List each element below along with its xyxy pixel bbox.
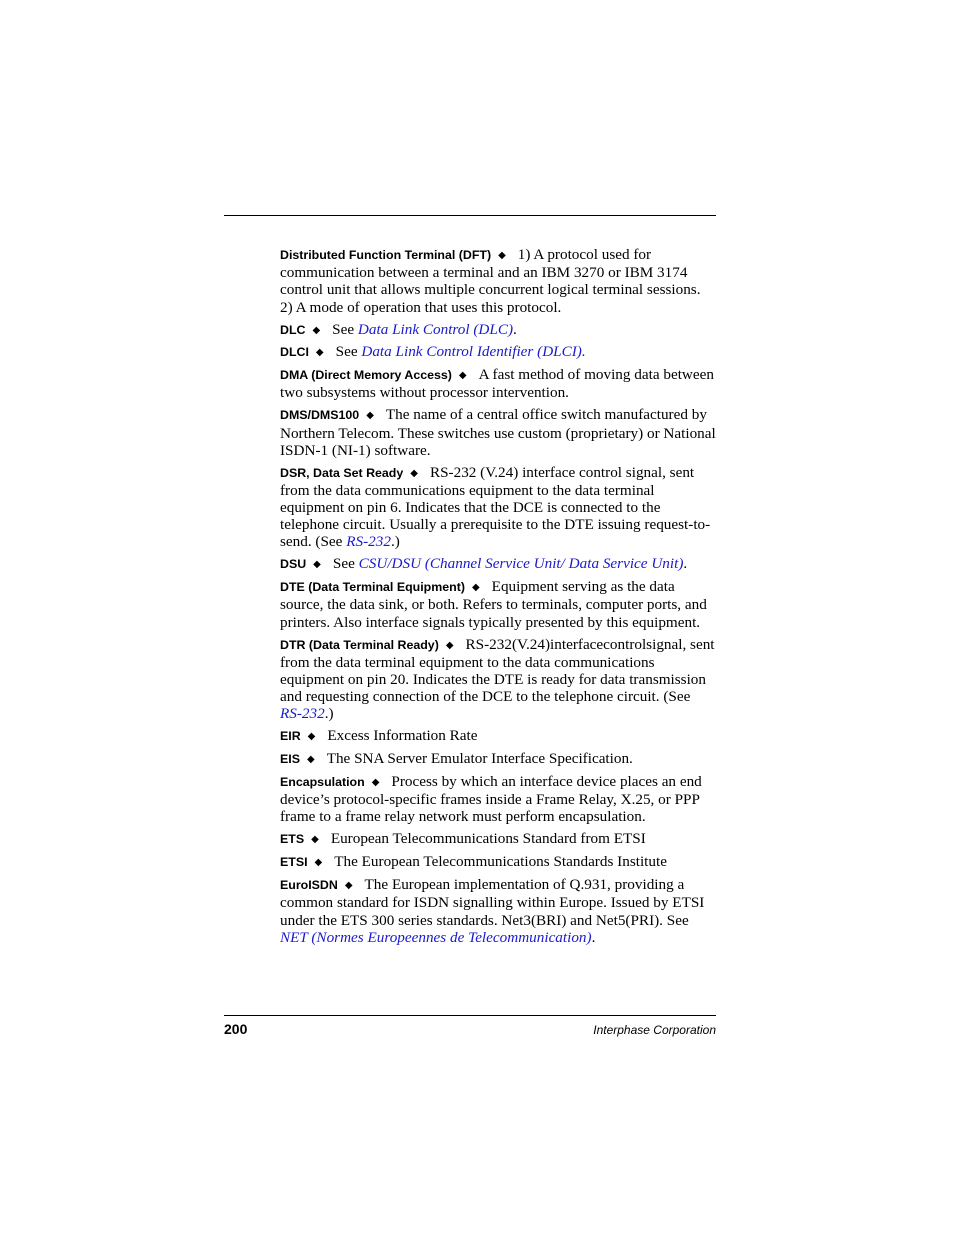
entry-definition: The SNA Server Emulator Interface Specification.: [326, 750, 633, 768]
diamond-icon: ◆: [312, 324, 321, 336]
glossary-entry: [280, 406, 716, 459]
cross-reference-link[interactable]: Data Link Control Identifier (DLCI).: [361, 343, 586, 361]
glossary-entry: [280, 578, 716, 631]
diamond-icon: ◆: [471, 582, 480, 594]
entry-term: DMS/DMS100: [280, 408, 360, 423]
entry-definition: The European implementation of Q.931, providing a common standard for ISDN signalling within Europe. Issued by ETSI under the ETS 300 series standards. Net3(BRI) and Net5(PRI). See: [280, 876, 705, 929]
entry-term: ETS: [280, 832, 305, 847]
entry-term: EIS: [280, 752, 300, 767]
diamond-icon: ◆: [498, 250, 506, 261]
footer-rule: [224, 1015, 716, 1016]
entry-definition-tail: .): [324, 705, 334, 723]
diamond-icon: ◆: [315, 347, 324, 359]
entry-definition: European Telecommunications Standard from ETSI: [330, 830, 646, 848]
cross-reference-link[interactable]: Data Link Control (DLC): [357, 320, 514, 338]
entry-definition: RS-232(V.24)interfacecontrolsignal, sent from the data terminal equipment to the data communications equipment on pin 20. Indicates the DTE is ready for data transmission and requesting connection of the DCE to the telephone circuit. (See: [280, 635, 715, 706]
glossary-entry: [280, 876, 716, 946]
entry-definition: 1) A protocol used for communication between a terminal and an IBM 3270 or IBM 3174 control unit that allows multiple concurrent logical terminal sessions. 2) A mode of operation that uses this protocol.: [280, 246, 701, 316]
diamond-icon: ◆: [366, 410, 374, 422]
glossary-entry: [280, 727, 716, 745]
entry-term: EIR: [280, 729, 301, 744]
entry-term: DSU: [280, 557, 307, 572]
entry-definition: Process by which an interface device places an end device’s protocol-specific frames inside a Frame Relay, X.25, or PPP frame to a frame relay network must perform encapsulation.: [280, 773, 702, 826]
footer-company-name: Interphase Corporation: [593, 1023, 716, 1037]
entry-definition: See: [332, 320, 358, 338]
entry-definition: See: [332, 555, 359, 573]
entry-definition: See: [335, 343, 362, 361]
diamond-icon: ◆: [410, 467, 418, 479]
diamond-icon: ◆: [371, 777, 380, 789]
glossary-entry: [280, 636, 716, 723]
glossary-entry: [280, 464, 716, 551]
diamond-icon: ◆: [313, 559, 321, 571]
diamond-icon: ◆: [344, 880, 353, 892]
entry-term: DLC: [280, 322, 306, 337]
entry-definition-tail: .: [513, 320, 517, 338]
entry-definition: Equipment serving as the data source, the data sink, or both. Refers to terminals, computer ports, and printers. Also interface signals typically presented by this equipment.: [280, 578, 707, 631]
diamond-icon: ◆: [458, 370, 467, 382]
entry-definition-tail: .): [390, 533, 400, 551]
entry-term: DTR (Data Terminal Ready): [280, 637, 439, 652]
cross-reference-link[interactable]: NET (Normes Europeennes de Telecommunication): [280, 928, 592, 946]
glossary-entry: [280, 830, 716, 848]
entry-definition-tail: .: [591, 928, 596, 946]
cross-reference-link[interactable]: CSU/DSU (Channel Service Unit/ Data Service Unit): [358, 555, 684, 573]
entry-term: DSR, Data Set Ready: [280, 465, 404, 480]
cross-reference-link[interactable]: RS-232: [346, 533, 391, 551]
entry-term: ETSI: [280, 855, 308, 870]
entry-definition: Excess Information Rate: [327, 727, 478, 745]
entry-term: DMA (Direct Memory Access): [280, 368, 452, 383]
glossary-entry: [280, 773, 716, 826]
diamond-icon: ◆: [311, 834, 319, 846]
diamond-icon: ◆: [445, 639, 454, 651]
cross-reference-link[interactable]: RS-232: [280, 705, 325, 723]
entry-term: Distributed Function Terminal (DFT): [280, 248, 492, 262]
glossary-entry: [280, 750, 716, 768]
glossary-entry: [280, 343, 716, 361]
glossary-entry: [280, 246, 716, 316]
diamond-icon: ◆: [307, 731, 316, 743]
entry-definition: RS-232 (V.24) interface control signal, sent from the data communications equipment to the data terminal equipment on pin 6. Indicates that the DCE is connected to the telephone circuit. Usually a prerequisite to the DTE issuing request-to-send. (See: [280, 463, 711, 551]
glossary-entry: [280, 853, 716, 871]
entry-term: Encapsulation: [280, 775, 365, 790]
glossary-entry: [280, 321, 716, 339]
entry-definition: A fast method of moving data between two subsystems without processor intervention.: [280, 366, 714, 402]
entry-definition-tail: .: [683, 555, 688, 573]
entry-term: DTE (Data Terminal Equipment): [280, 580, 465, 595]
entry-definition: The name of a central office switch manufactured by Northern Telecom. These switches use custom (proprietary) or National ISDN-1 (NI-1) software.: [280, 406, 716, 459]
entry-term: EuroISDN: [280, 878, 338, 893]
page-number: 200: [224, 1021, 248, 1037]
entry-definition: The European Telecommunications Standards Institute: [334, 853, 667, 871]
glossary-content: [280, 246, 716, 951]
glossary-entry: [280, 366, 716, 401]
entry-term: DLCI: [280, 345, 309, 360]
glossary-entry: [280, 555, 716, 573]
diamond-icon: ◆: [314, 857, 323, 869]
header-rule: [224, 215, 716, 216]
diamond-icon: ◆: [306, 754, 315, 766]
